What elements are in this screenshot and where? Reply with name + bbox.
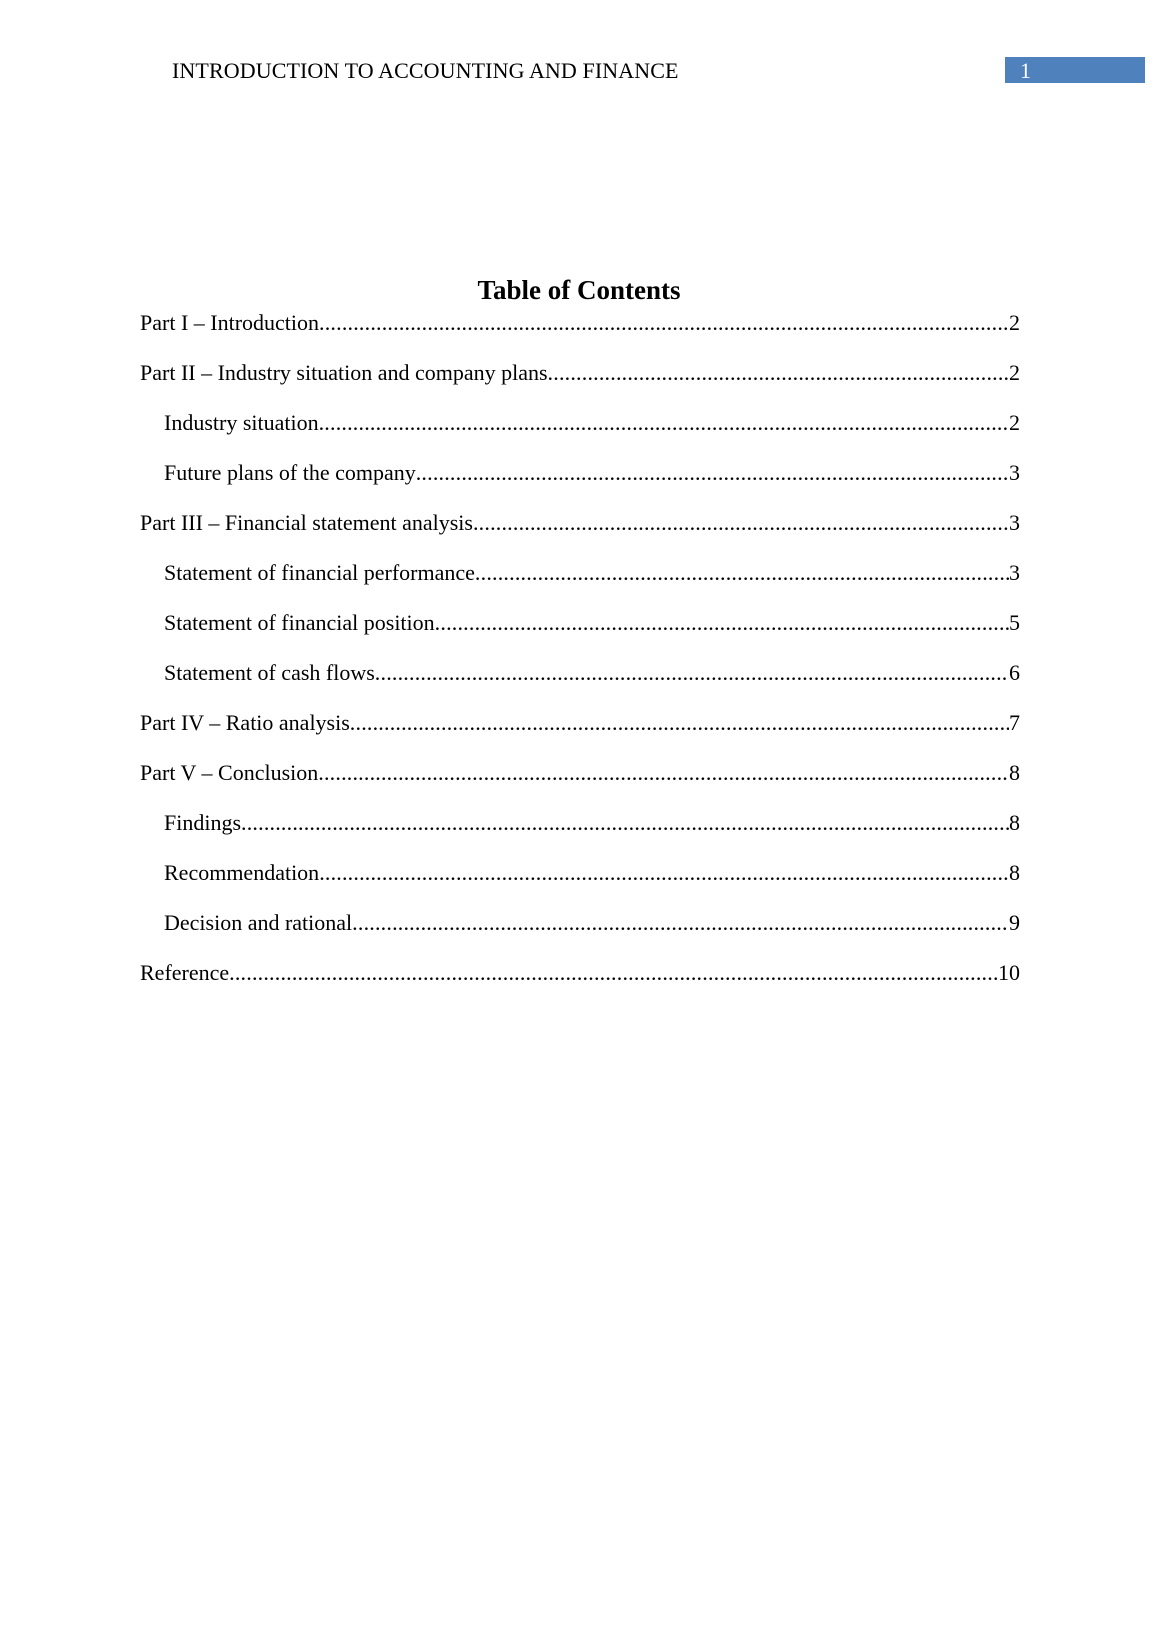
toc-entry-page: 8 [1009, 860, 1020, 885]
toc-entry-findings[interactable] [140, 808, 1020, 858]
toc-dot-leader [229, 958, 998, 988]
toc-entry-recommendation[interactable] [140, 858, 1020, 908]
toc-entry-page: 5 [1009, 610, 1020, 635]
toc-entry-financial-performance[interactable] [140, 558, 1020, 608]
toc-entry-financial-statement-analysis[interactable] [140, 508, 1020, 558]
toc-entry-conclusion[interactable] [140, 758, 1020, 808]
toc-entry-introduction[interactable] [140, 308, 1020, 358]
toc-entry-decision-and-rational[interactable] [140, 908, 1020, 958]
toc-dot-leader [435, 608, 1009, 638]
toc-entry-label: Findings [164, 810, 242, 835]
toc-dot-leader [350, 708, 1009, 738]
toc-dot-leader [352, 908, 1009, 938]
toc-entry-cash-flows[interactable] [140, 658, 1020, 708]
toc-entry-page: 9 [1009, 910, 1020, 935]
toc-dot-leader [319, 308, 1009, 338]
toc-entry-page: 10 [998, 960, 1020, 985]
toc-dot-leader [241, 808, 1009, 838]
toc-dot-leader [319, 858, 1009, 888]
toc-entry-label: Part I – Introduction [140, 310, 320, 335]
toc-entry-financial-position[interactable] [140, 608, 1020, 658]
toc-entry-label: Statement of cash flows [164, 660, 375, 685]
toc-entry-reference[interactable] [140, 958, 1020, 1008]
toc-entry-label: Statement of financial position [164, 610, 435, 635]
toc-entry-label: Part V – Conclusion [140, 760, 319, 785]
toc-dot-leader [548, 358, 1009, 388]
toc-entry-label: Part IV – Ratio analysis [140, 710, 350, 735]
toc-entry-page: 2 [1009, 410, 1020, 435]
toc-dot-leader [375, 658, 1009, 688]
toc-entry-page: 8 [1009, 810, 1020, 835]
running-header-title: INTRODUCTION TO ACCOUNTING AND FINANCE [172, 58, 679, 83]
toc-entry-label: Part II – Industry situation and company plans [140, 360, 548, 385]
toc-dot-leader [475, 558, 1009, 588]
toc-dot-leader [416, 458, 1009, 488]
toc-entry-label: Future plans of the company [164, 460, 416, 485]
toc-entry-label: Industry situation [164, 410, 319, 435]
toc-entry-label: Part III – Financial statement analysis [140, 510, 473, 535]
toc-title: Table of Contents [477, 275, 681, 305]
toc-list [140, 308, 1020, 1008]
toc-entry-page: 7 [1009, 710, 1020, 735]
toc-dot-leader [319, 408, 1009, 438]
toc-entry-page: 3 [1009, 510, 1020, 535]
page-number: 1 [1020, 58, 1031, 83]
toc-entry-future-plans[interactable] [140, 458, 1020, 508]
toc-dot-leader [473, 508, 1009, 538]
toc-entry-page: 6 [1009, 660, 1020, 685]
toc-entry-page: 2 [1009, 360, 1020, 385]
toc-entry-label: Decision and rational [164, 910, 353, 935]
toc-entry-page: 3 [1009, 460, 1020, 485]
toc-entry-label: Reference [140, 960, 230, 985]
toc-dot-leader [318, 758, 1009, 788]
toc-entry-label: Recommendation [164, 860, 320, 885]
toc-entry-ratio-analysis[interactable] [140, 708, 1020, 758]
toc-entry-industry-and-plans[interactable] [140, 358, 1020, 408]
page-number-box [1005, 57, 1145, 83]
toc-entry-page: 8 [1009, 760, 1020, 785]
toc-entry-page: 2 [1009, 310, 1020, 335]
toc-entry-page: 3 [1009, 560, 1020, 585]
toc-entry-label: Statement of financial performance [164, 560, 475, 585]
toc-entry-industry-situation[interactable] [140, 408, 1020, 458]
